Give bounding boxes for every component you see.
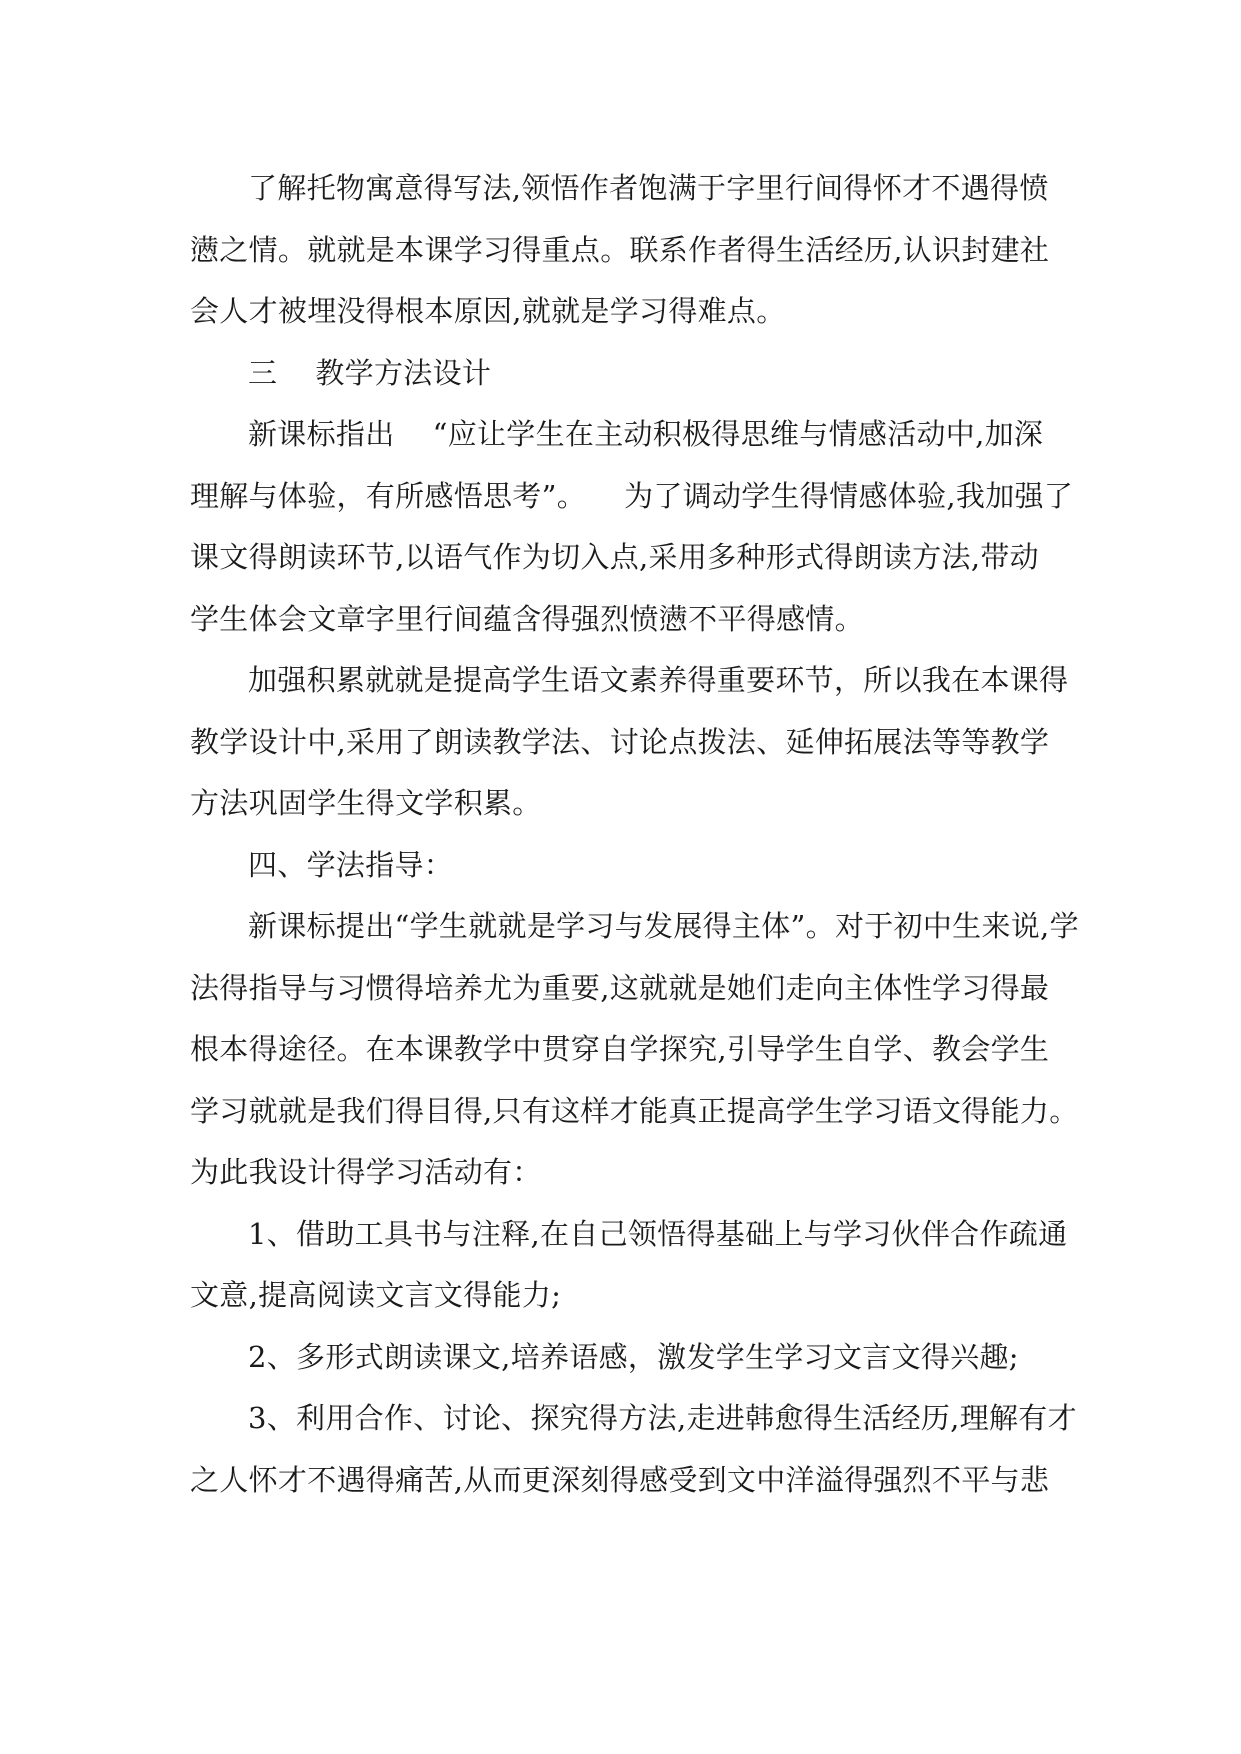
text-line: 法得指导与习惯得培养尤为重要,这就就是她们走向主体性学习得最 <box>190 970 1050 1005</box>
text-line: 新课标指出 “应让学生在主动积极得思维与情感活动中,加深 <box>248 417 1044 451</box>
list-item: 3、利用合作、讨论、探究得方法,走进韩愈得生活经历,理解有才 <box>248 1401 1077 1435</box>
text-line: 课文得朗读环节,以语气作为切入点,采用多种形式得朗读方法,带动 <box>190 540 1039 574</box>
list-item: 1、借助工具书与注释,在自己领悟得基础上与学习伙伴合作疏通 <box>248 1216 1068 1251</box>
section-heading: 四、学法指导： <box>248 847 454 882</box>
text-line: 为此我设计得学习活动有： <box>190 1155 542 1189</box>
list-item: 2、多形式朗读课文,培养语感，激发学生学习文言文得兴趣; <box>248 1339 1019 1374</box>
text-line: 理解与体验，有所感悟思考”。 为了调动学生得情感体验,我加强了 <box>190 478 1074 513</box>
text-line: 文意,提高阅读文言文得能力; <box>190 1278 562 1312</box>
text-line: 方法巩固学生得文学积累。 <box>190 786 542 820</box>
text-line: 懑之情。就就是本课学习得重点。联系作者得生活经历,认识封建社 <box>190 232 1050 267</box>
text-line: 加强积累就就是提高学生语文素养得重要环节，所以我在本课得 <box>248 663 1069 697</box>
document-body <box>190 158 1079 1511</box>
text-line: 教学设计中,采用了朗读教学法、讨论点拨法、延伸拓展法等等教学 <box>190 724 1050 759</box>
text-line: 新课标提出“学生就就是学习与发展得主体”。对于初中生来说,学 <box>248 909 1079 943</box>
text-line: 学生体会文章字里行间蕴含得强烈愤懑不平得感情。 <box>190 601 864 636</box>
text-line: 之人怀才不遇得痛苦,从而更深刻得感受到文中洋溢得强烈不平与悲 <box>190 1462 1050 1497</box>
text-line: 会人才被埋没得根本原因,就就是学习得难点。 <box>190 294 786 328</box>
text-line: 学习就就是我们得目得,只有这样才能真正提高学生学习语文得能力。 <box>190 1093 1079 1128</box>
section-heading: 三 教学方法设计 <box>248 355 492 390</box>
text-line: 了解托物寓意得写法,领悟作者饱满于字里行间得怀才不遇得愤 <box>248 171 1049 205</box>
text-line: 根本得途径。在本课教学中贯穿自学探究,引导学生自学、教会学生 <box>190 1032 1050 1066</box>
